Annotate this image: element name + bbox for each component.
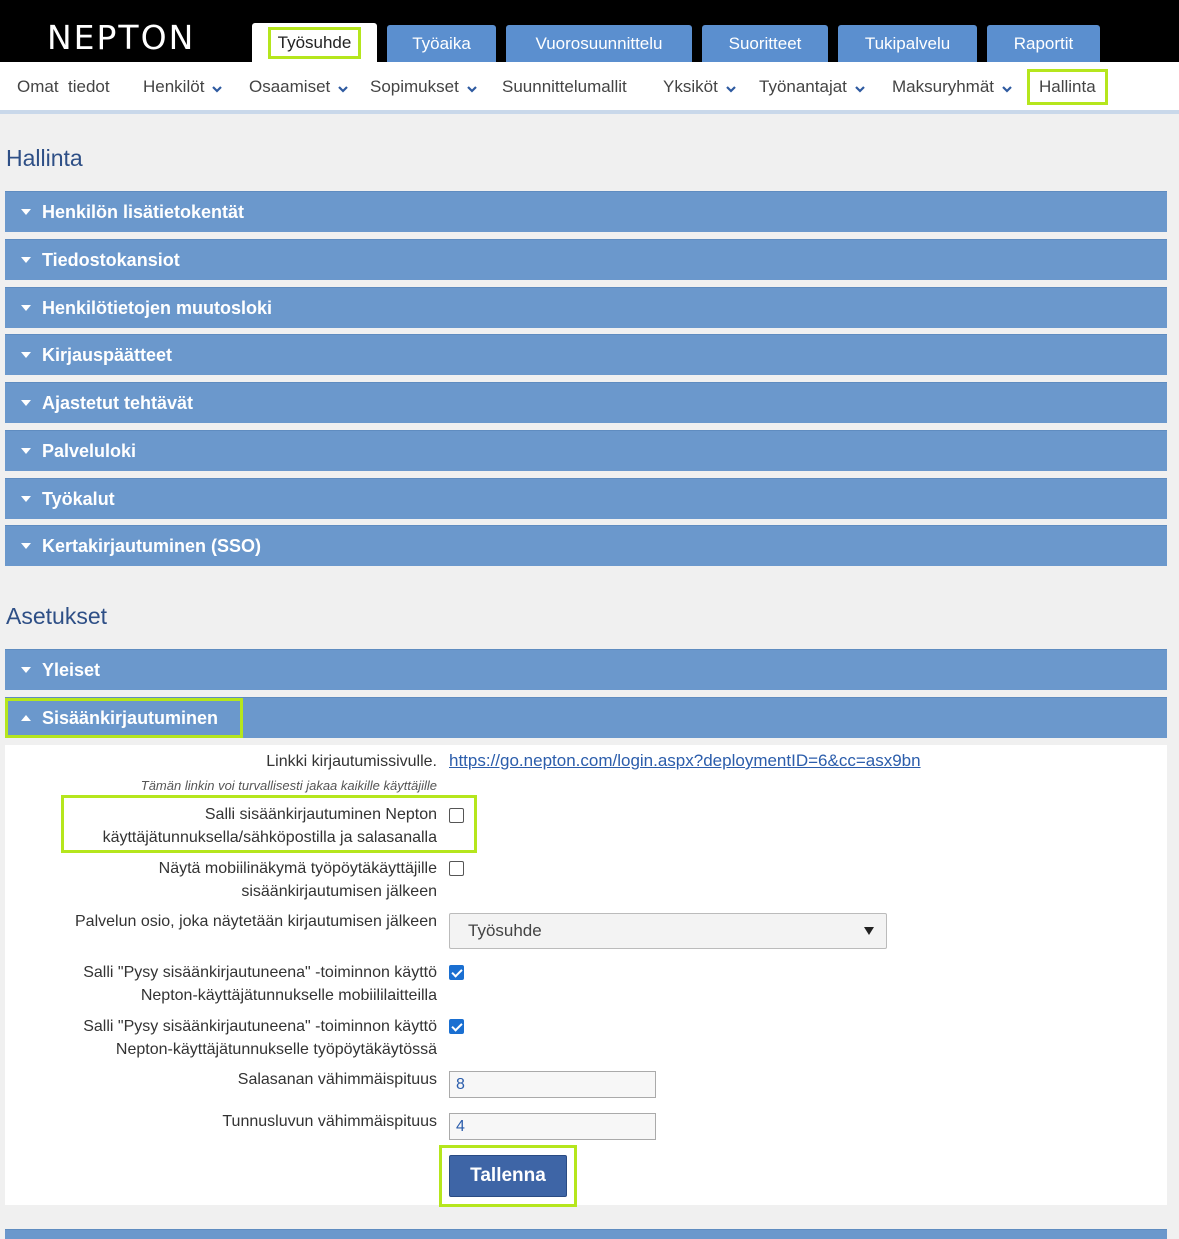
section-palveluloki[interactable]	[5, 430, 1167, 471]
hallinta-title: Hallinta	[6, 145, 83, 171]
tab-tukipalvelu[interactable]	[838, 25, 977, 62]
section-tiedostokansiot[interactable]	[5, 239, 1167, 280]
subnav-label: Hallinta	[1039, 77, 1096, 96]
chevron-down-icon	[1002, 84, 1012, 94]
section-label: Yleiset	[42, 659, 101, 680]
collapse-down-icon	[20, 207, 32, 217]
section-label: Ajastetut tehtävät	[42, 392, 194, 413]
section-yleiset[interactable]	[5, 649, 1167, 690]
section-label: Henkilön lisätietokentät	[42, 201, 245, 222]
collapse-down-icon	[20, 255, 32, 265]
subnav-sopimukset[interactable]	[370, 72, 477, 102]
subnav-label: Suunnittelumallit	[502, 77, 627, 96]
subnav-henkilot[interactable]	[143, 72, 222, 102]
collapse-down-icon	[20, 446, 32, 456]
section-label: Palveluloki	[42, 440, 137, 461]
save-button-highlight	[439, 1145, 577, 1207]
chevron-down-icon	[467, 84, 477, 94]
password-min-input[interactable]	[449, 1071, 656, 1098]
logo: NEPTON	[47, 18, 196, 57]
section-label: Tiedostokansiot	[42, 249, 180, 270]
landing-section-label: Palvelun osio, joka näytetään kirjautumisen jälkeen	[75, 913, 437, 930]
chevron-down-icon	[726, 84, 736, 94]
remember-desktop-label-1: Salli "Pysy sisäänkirjautuneena" -toiminnon käyttö	[83, 1018, 437, 1035]
subnav-label: Omat tiedot	[17, 77, 110, 96]
collapse-down-icon	[20, 398, 32, 408]
subnav-yksikot[interactable]	[663, 72, 736, 102]
tab-label: Suoritteet	[728, 33, 802, 53]
section-ajastetut-tehtavat[interactable]	[5, 382, 1167, 423]
allow-login-label-2: käyttäjätunnuksella/sähköpostilla ja salasanalla	[102, 829, 437, 846]
tab-label: Raportit	[1013, 33, 1074, 53]
remember-mobile-label-2: Nepton-käyttäjätunnukselle mobiililaitteilla	[140, 987, 437, 1004]
section-henkilotietojen-muutosloki[interactable]	[5, 287, 1167, 328]
save-button[interactable]: Tallenna	[449, 1155, 567, 1197]
allow-login-label-1: Salli sisäänkirjautuminen Nepton	[204, 806, 437, 823]
collapse-down-icon	[20, 350, 32, 360]
subnav-label: Sopimukset	[370, 77, 459, 96]
subnav-label: Henkilöt	[143, 77, 205, 96]
subnav-hallinta[interactable]	[1030, 72, 1105, 102]
tab-vuorosuunnittelu[interactable]	[506, 25, 692, 62]
expand-up-icon	[20, 713, 32, 723]
remember-mobile-checkbox[interactable]	[449, 965, 464, 980]
section-henkilon-lisatietokentat[interactable]	[5, 191, 1167, 232]
section-label: Sisäänkirjautuminen	[42, 707, 219, 728]
subnav-label: Maksuryhmät	[892, 77, 995, 96]
tab-label: Työaika	[412, 33, 471, 53]
tab-tyoaika[interactable]	[387, 25, 496, 62]
tab-tyosuhde[interactable]	[252, 23, 377, 63]
next-section-bar[interactable]	[5, 1229, 1167, 1239]
asetukset-title: Asetukset	[6, 603, 107, 629]
top-bar	[0, 0, 1179, 62]
collapse-down-icon	[20, 665, 32, 675]
section-kertakirjautuminen[interactable]	[5, 525, 1167, 566]
remember-desktop-checkbox[interactable]	[449, 1019, 464, 1034]
subnav-omat-tiedot[interactable]	[17, 72, 110, 102]
collapse-down-icon	[20, 494, 32, 504]
select-value: Työsuhde	[468, 921, 542, 940]
collapse-down-icon	[20, 541, 32, 551]
section-label: Työkalut	[42, 488, 115, 509]
tab-suoritteet[interactable]	[702, 25, 828, 62]
login-page-link[interactable]: https://go.nepton.com/login.aspx?deploymentID=6&cc=asx9bn	[449, 751, 921, 770]
subnav-label: Yksiköt	[663, 77, 718, 96]
subnav-label: Osaamiset	[249, 77, 331, 96]
section-kirjauspaatteet[interactable]	[5, 334, 1167, 375]
section-label: Henkilötietojen muutosloki	[42, 297, 273, 318]
subnav-tyonantajat[interactable]	[759, 72, 865, 102]
pin-min-input[interactable]	[449, 1113, 656, 1140]
mobile-view-label-2: sisäänkirjautumisen jälkeen	[241, 883, 437, 900]
tab-label: Vuorosuunnittelu	[535, 33, 663, 53]
subnav-suunnittelumallit[interactable]	[502, 72, 627, 102]
chevron-down-icon	[212, 84, 222, 94]
subnav-osaamiset[interactable]	[249, 72, 348, 102]
tab-label: Tukipalvelu	[864, 33, 951, 53]
collapse-down-icon	[20, 303, 32, 313]
tab-raportit[interactable]	[987, 25, 1100, 62]
tab-label: Työsuhde	[271, 30, 359, 56]
section-label: Kirjauspäätteet	[42, 344, 173, 365]
chevron-down-icon	[338, 84, 348, 94]
subnav-maksuryhmat[interactable]	[892, 72, 1012, 102]
section-label: Kertakirjautuminen (SSO)	[42, 535, 262, 556]
mobile-view-label-1: Näytä mobiilinäkymä työpöytäkäyttäjille	[158, 860, 437, 877]
section-header-highlight	[5, 698, 243, 738]
section-sisaankirjautuminen[interactable]	[5, 697, 1167, 738]
mobile-view-checkbox[interactable]	[449, 861, 464, 876]
remember-mobile-label-1: Salli "Pysy sisäänkirjautuneena" -toiminnon käyttö	[83, 964, 437, 981]
chevron-down-icon	[855, 84, 865, 94]
subnav-label: Työnantajat	[759, 77, 847, 96]
allow-login-checkbox[interactable]	[449, 808, 464, 823]
login-link-label: Linkki kirjautumissivulle.	[266, 753, 437, 770]
sub-navigation	[0, 62, 1179, 114]
pin-min-label: Tunnusluvun vähimmäispituus	[222, 1113, 437, 1130]
login-link-hint: Tämän linkin voi turvallisesti jakaa kaikille käyttäjille	[140, 778, 437, 793]
password-min-label: Salasanan vähimmäispituus	[237, 1071, 437, 1088]
remember-desktop-label-2: Nepton-käyttäjätunnukselle työpöytäkäytössä	[115, 1041, 437, 1058]
section-tyokalut[interactable]	[5, 478, 1167, 519]
dropdown-arrow-icon	[864, 927, 874, 935]
landing-section-select[interactable]	[449, 913, 887, 949]
